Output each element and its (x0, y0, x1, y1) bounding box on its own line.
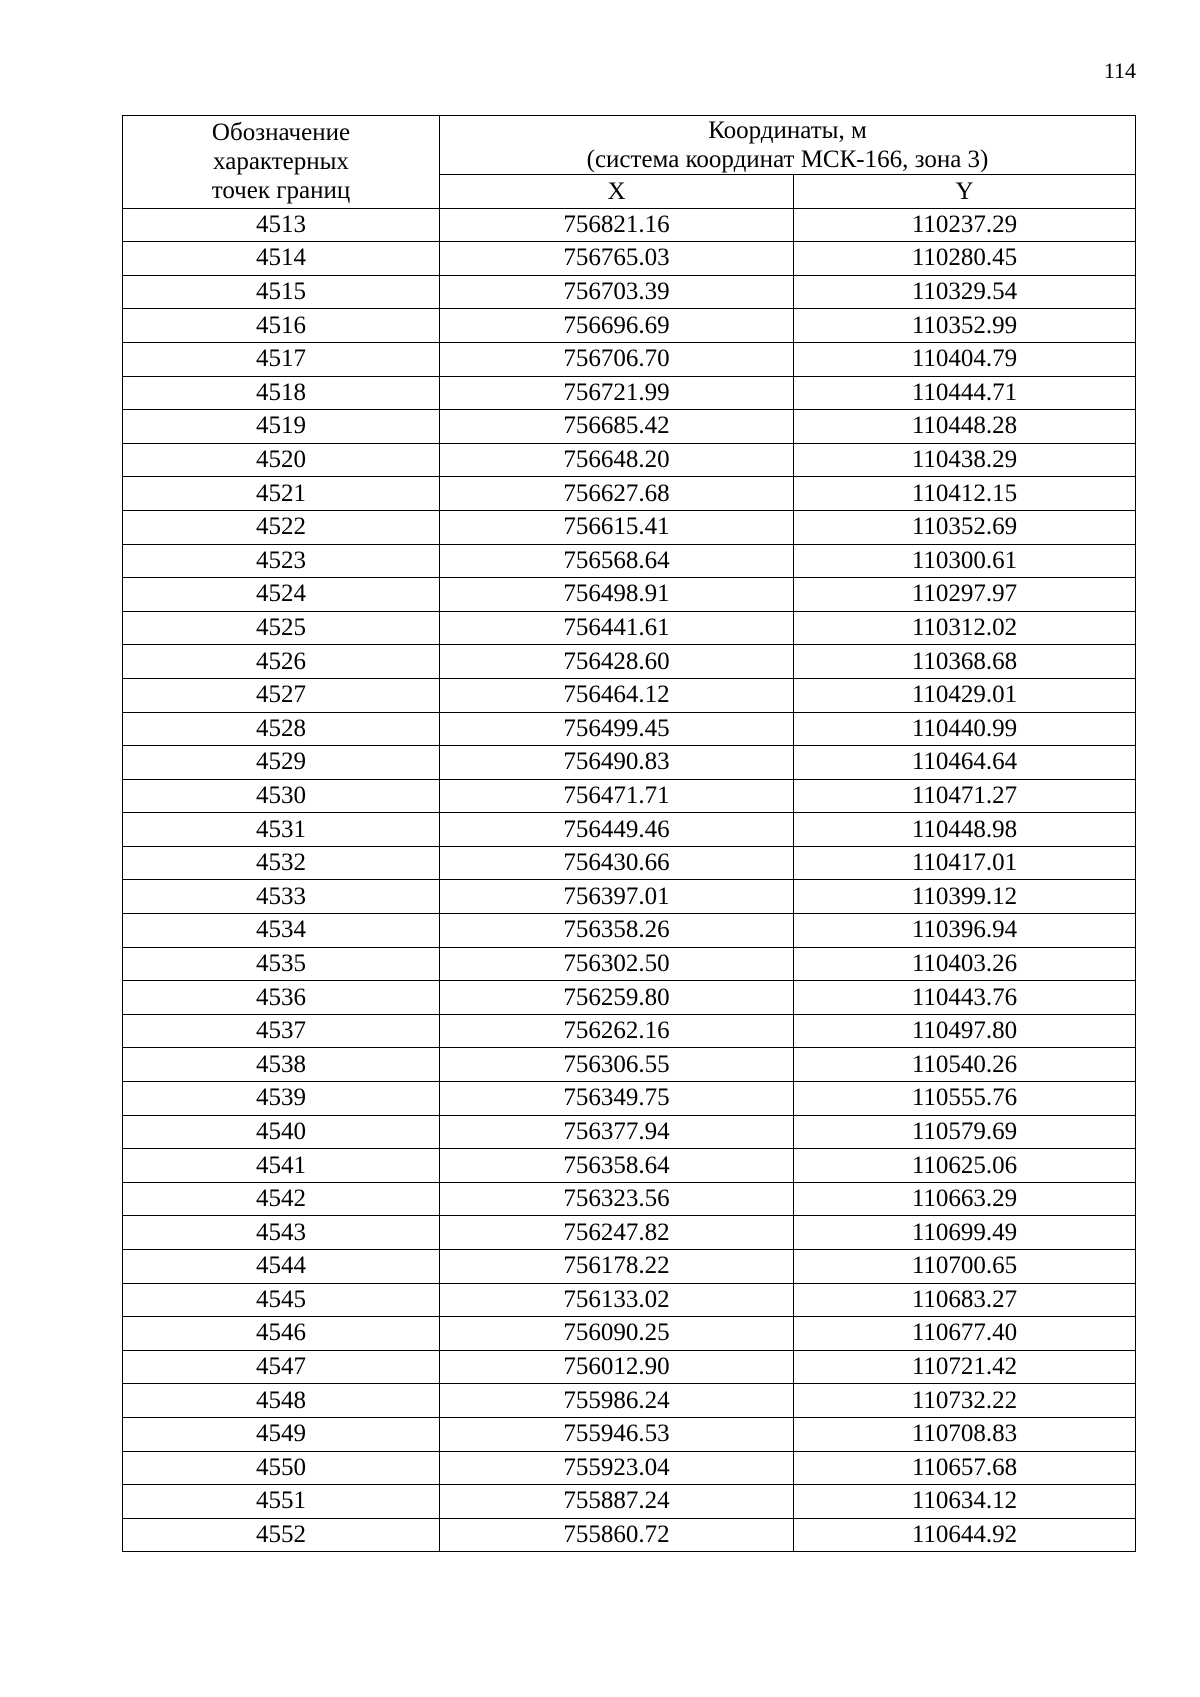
y-coordinate-cell: 110440.99 (794, 712, 1136, 746)
x-coordinate-cell: 756696.69 (440, 309, 794, 343)
table-row (123, 947, 1136, 981)
page-number: 114 (1103, 58, 1136, 83)
x-coordinate-cell: 756178.22 (440, 1250, 794, 1284)
table-row (123, 1182, 1136, 1216)
point-id-cell: 4540 (123, 1115, 440, 1149)
point-id-cell: 4514 (123, 242, 440, 276)
point-id-cell: 4544 (123, 1250, 440, 1284)
y-coordinate-cell: 110699.49 (794, 1216, 1136, 1250)
point-id-cell: 4525 (123, 611, 440, 645)
y-coordinate-cell: 110443.76 (794, 981, 1136, 1015)
point-id-cell: 4532 (123, 846, 440, 880)
table-row (123, 1216, 1136, 1250)
table-row (123, 914, 1136, 948)
x-coordinate-cell: 756568.64 (440, 544, 794, 578)
header-point-line: Обозначение (211, 119, 351, 147)
header-row (123, 116, 1136, 175)
point-id-cell: 4546 (123, 1317, 440, 1351)
x-coordinate-cell: 756012.90 (440, 1350, 794, 1384)
point-id-cell: 4513 (123, 208, 440, 242)
y-coordinate-cell: 110625.06 (794, 1149, 1136, 1183)
point-id-cell: 4537 (123, 1014, 440, 1048)
table-row (123, 712, 1136, 746)
y-coordinate-cell: 110237.29 (794, 208, 1136, 242)
header-coord-line: (система координат МСК-166, зона 3) (586, 146, 989, 173)
point-id-cell: 4541 (123, 1149, 440, 1183)
x-coordinate-cell: 756306.55 (440, 1048, 794, 1082)
x-coordinate-cell: 756821.16 (440, 208, 794, 242)
y-coordinate-cell: 110721.42 (794, 1350, 1136, 1384)
table-row (123, 376, 1136, 410)
header-y: Y (794, 175, 1136, 209)
y-coordinate-cell: 110444.71 (794, 376, 1136, 410)
point-id-cell: 4551 (123, 1485, 440, 1519)
coordinates-table (122, 115, 1136, 1552)
point-id-cell: 4549 (123, 1417, 440, 1451)
x-coordinate-cell: 756323.56 (440, 1182, 794, 1216)
x-coordinate-cell: 756358.64 (440, 1149, 794, 1183)
point-id-cell: 4528 (123, 712, 440, 746)
y-coordinate-cell: 110700.65 (794, 1250, 1136, 1284)
table-header (123, 116, 1136, 209)
table-row (123, 645, 1136, 679)
y-coordinate-cell: 110677.40 (794, 1317, 1136, 1351)
x-coordinate-cell: 756358.26 (440, 914, 794, 948)
point-id-cell: 4515 (123, 275, 440, 309)
point-id-cell: 4516 (123, 309, 440, 343)
table-row (123, 1451, 1136, 1485)
x-coordinate-cell: 756706.70 (440, 342, 794, 376)
x-coordinate-cell: 756090.25 (440, 1317, 794, 1351)
y-coordinate-cell: 110555.76 (794, 1082, 1136, 1116)
x-coordinate-cell: 756490.83 (440, 746, 794, 780)
table-row (123, 242, 1136, 276)
table-row (123, 1518, 1136, 1552)
point-id-cell: 4539 (123, 1082, 440, 1116)
x-coordinate-cell: 756648.20 (440, 443, 794, 477)
header-coord-line: Координаты, м (708, 117, 867, 144)
y-coordinate-cell: 110403.26 (794, 947, 1136, 981)
table-row (123, 981, 1136, 1015)
y-coordinate-cell: 110540.26 (794, 1048, 1136, 1082)
point-id-cell: 4534 (123, 914, 440, 948)
y-coordinate-cell: 110732.22 (794, 1384, 1136, 1418)
y-coordinate-cell: 110657.68 (794, 1451, 1136, 1485)
x-coordinate-cell: 756471.71 (440, 779, 794, 813)
y-coordinate-cell: 110663.29 (794, 1182, 1136, 1216)
x-coordinate-cell: 756133.02 (440, 1283, 794, 1317)
table-row (123, 1417, 1136, 1451)
x-coordinate-cell: 756499.45 (440, 712, 794, 746)
x-coordinate-cell: 756765.03 (440, 242, 794, 276)
point-id-cell: 4520 (123, 443, 440, 477)
x-coordinate-cell: 756262.16 (440, 1014, 794, 1048)
x-coordinate-cell: 755986.24 (440, 1384, 794, 1418)
y-coordinate-cell: 110579.69 (794, 1115, 1136, 1149)
point-id-cell: 4527 (123, 678, 440, 712)
point-id-cell: 4535 (123, 947, 440, 981)
table-row (123, 1384, 1136, 1418)
point-id-cell: 4517 (123, 342, 440, 376)
table-row (123, 1149, 1136, 1183)
header-coordinates (440, 116, 1136, 175)
y-coordinate-cell: 110464.64 (794, 746, 1136, 780)
table-row (123, 611, 1136, 645)
point-id-cell: 4547 (123, 1350, 440, 1384)
y-coordinate-cell: 110644.92 (794, 1518, 1136, 1552)
table-row (123, 443, 1136, 477)
point-id-cell: 4521 (123, 477, 440, 511)
table-row (123, 1048, 1136, 1082)
table-row (123, 275, 1136, 309)
point-id-cell: 4530 (123, 779, 440, 813)
table-row (123, 813, 1136, 847)
y-coordinate-cell: 110634.12 (794, 1485, 1136, 1519)
point-id-cell: 4529 (123, 746, 440, 780)
point-id-cell: 4518 (123, 376, 440, 410)
y-coordinate-cell: 110300.61 (794, 544, 1136, 578)
point-id-cell: 4538 (123, 1048, 440, 1082)
point-id-cell: 4533 (123, 880, 440, 914)
y-coordinate-cell: 110438.29 (794, 443, 1136, 477)
y-coordinate-cell: 110497.80 (794, 1014, 1136, 1048)
x-coordinate-cell: 755923.04 (440, 1451, 794, 1485)
x-coordinate-cell: 756377.94 (440, 1115, 794, 1149)
point-id-cell: 4548 (123, 1384, 440, 1418)
point-id-cell: 4552 (123, 1518, 440, 1552)
x-coordinate-cell: 756259.80 (440, 981, 794, 1015)
header-x: X (440, 175, 794, 209)
header-point-line: характерных (213, 148, 349, 176)
point-id-cell: 4531 (123, 813, 440, 847)
point-id-cell: 4545 (123, 1283, 440, 1317)
y-coordinate-cell: 110429.01 (794, 678, 1136, 712)
table-row (123, 1317, 1136, 1351)
table-body (123, 208, 1136, 1552)
y-coordinate-cell: 110448.98 (794, 813, 1136, 847)
x-coordinate-cell: 755946.53 (440, 1417, 794, 1451)
point-id-cell: 4543 (123, 1216, 440, 1250)
x-coordinate-cell: 755860.72 (440, 1518, 794, 1552)
header-point-line: точек границ (211, 177, 351, 205)
table-row (123, 208, 1136, 242)
table-row (123, 1283, 1136, 1317)
y-coordinate-cell: 110368.68 (794, 645, 1136, 679)
table-row (123, 1250, 1136, 1284)
table-row (123, 510, 1136, 544)
table-row (123, 678, 1136, 712)
table-row (123, 846, 1136, 880)
table-row (123, 1082, 1136, 1116)
y-coordinate-cell: 110417.01 (794, 846, 1136, 880)
x-coordinate-cell: 756441.61 (440, 611, 794, 645)
point-id-cell: 4550 (123, 1451, 440, 1485)
y-coordinate-cell: 110280.45 (794, 242, 1136, 276)
y-coordinate-cell: 110471.27 (794, 779, 1136, 813)
table-row (123, 342, 1136, 376)
y-coordinate-cell: 110352.69 (794, 510, 1136, 544)
y-coordinate-cell: 110312.02 (794, 611, 1136, 645)
x-coordinate-cell: 756397.01 (440, 880, 794, 914)
table-row (123, 1115, 1136, 1149)
x-coordinate-cell: 756428.60 (440, 645, 794, 679)
x-coordinate-cell: 756615.41 (440, 510, 794, 544)
y-coordinate-cell: 110399.12 (794, 880, 1136, 914)
table-row (123, 779, 1136, 813)
y-coordinate-cell: 110412.15 (794, 477, 1136, 511)
y-coordinate-cell: 110448.28 (794, 410, 1136, 444)
table-row (123, 477, 1136, 511)
x-coordinate-cell: 756703.39 (440, 275, 794, 309)
x-coordinate-cell: 756302.50 (440, 947, 794, 981)
y-coordinate-cell: 110329.54 (794, 275, 1136, 309)
table-row (123, 746, 1136, 780)
x-coordinate-cell: 756498.91 (440, 578, 794, 612)
table-row (123, 544, 1136, 578)
table-row (123, 1014, 1136, 1048)
table-row (123, 410, 1136, 444)
y-coordinate-cell: 110396.94 (794, 914, 1136, 948)
point-id-cell: 4522 (123, 510, 440, 544)
x-coordinate-cell: 756449.46 (440, 813, 794, 847)
table-row (123, 578, 1136, 612)
point-id-cell: 4524 (123, 578, 440, 612)
x-coordinate-cell: 756627.68 (440, 477, 794, 511)
point-id-cell: 4536 (123, 981, 440, 1015)
y-coordinate-cell: 110683.27 (794, 1283, 1136, 1317)
header-point-designation (123, 116, 440, 209)
table-row (123, 880, 1136, 914)
table-row (123, 1485, 1136, 1519)
table-row (123, 309, 1136, 343)
x-coordinate-cell: 756349.75 (440, 1082, 794, 1116)
x-coordinate-cell: 756247.82 (440, 1216, 794, 1250)
x-coordinate-cell: 756464.12 (440, 678, 794, 712)
y-coordinate-cell: 110352.99 (794, 309, 1136, 343)
x-coordinate-cell: 756685.42 (440, 410, 794, 444)
x-coordinate-cell: 756430.66 (440, 846, 794, 880)
x-coordinate-cell: 755887.24 (440, 1485, 794, 1519)
y-coordinate-cell: 110297.97 (794, 578, 1136, 612)
y-coordinate-cell: 110404.79 (794, 342, 1136, 376)
table-row (123, 1350, 1136, 1384)
point-id-cell: 4519 (123, 410, 440, 444)
y-coordinate-cell: 110708.83 (794, 1417, 1136, 1451)
x-coordinate-cell: 756721.99 (440, 376, 794, 410)
point-id-cell: 4542 (123, 1182, 440, 1216)
point-id-cell: 4523 (123, 544, 440, 578)
point-id-cell: 4526 (123, 645, 440, 679)
